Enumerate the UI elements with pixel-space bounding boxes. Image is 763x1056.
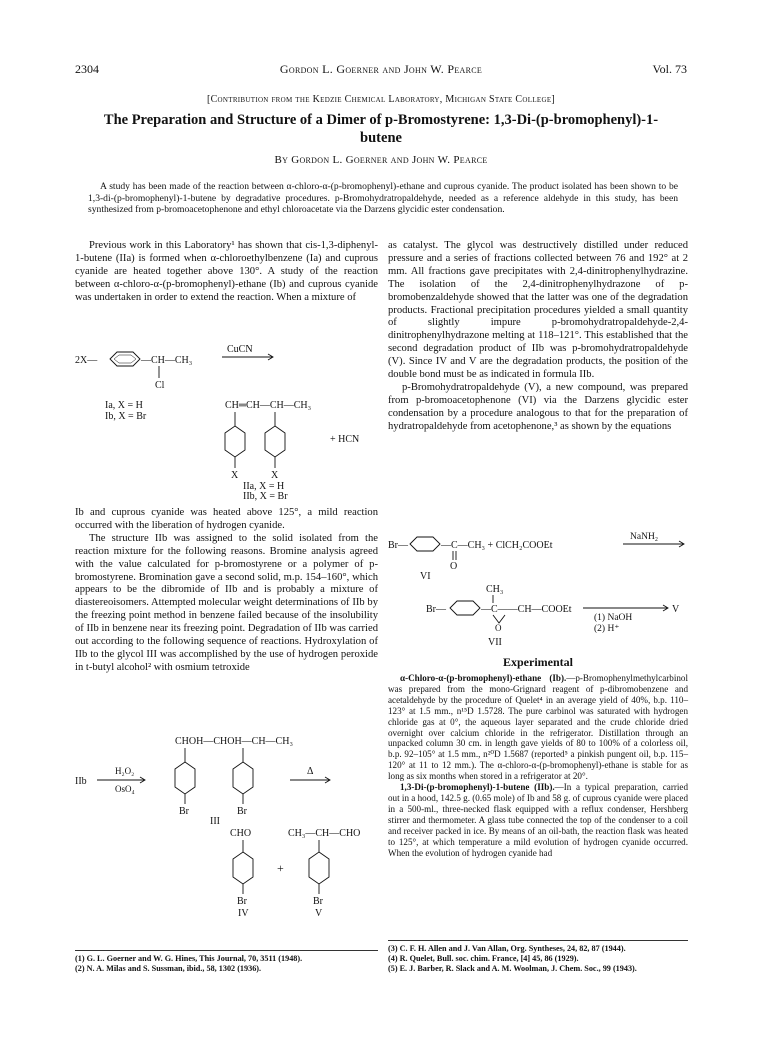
experimental-paragraph-1 xyxy=(388,673,688,782)
benzene-ring-3 xyxy=(265,426,285,457)
br-b: Br— xyxy=(426,604,446,615)
left-intro xyxy=(75,240,378,305)
epoxide-o: O xyxy=(495,623,502,633)
after-scheme-paragraph: Ib and cuprous cyanide was heated above 125°, a mild reaction occurred with the liberation of hydrogen cyanide. xyxy=(75,507,378,531)
footnote-rule-left xyxy=(75,950,378,951)
scheme-2 xyxy=(75,732,378,942)
benzene-ring-4 xyxy=(175,762,195,794)
running-header xyxy=(75,62,687,78)
br-label-2: Br xyxy=(237,806,247,817)
label-iia: IIa, X = H xyxy=(243,481,285,492)
experimental-paragraph-2 xyxy=(388,782,688,858)
br-label-4: Br xyxy=(313,896,323,907)
benzene-ring-1 xyxy=(110,352,140,366)
ketone-formula: —C—CH₃ + ClCH₂COOEt xyxy=(441,540,553,551)
x-sub-2: X xyxy=(271,470,279,481)
vi-label: VI xyxy=(420,571,431,582)
volume-label: Vol. 73 xyxy=(652,62,687,76)
epoxide-bridge xyxy=(493,615,505,623)
running-authors: Gordon L. Goerner and John W. Pearce xyxy=(279,62,483,76)
experimental-body xyxy=(388,673,688,858)
benzene-ring-1-inner xyxy=(114,355,136,363)
abstract: A study has been made of the reaction between α-chloro-α-(p-bromophenyl)-ethane and cuprous cyanide. The product isolated has been shown to be 1,3-di-(p-bromophenyl)-1-butene by degradative procedures. p-Bromohydratropaldehyde, needed as a reference aldehyde in this study, has been synthesized from p-bromoacetophenone and ethyl chloroacetate via the Darzens glycidic ester condensation. xyxy=(88,181,678,216)
byline: By Gordon L. Goerner and John W. Pearce xyxy=(274,154,488,166)
para2-text: —In a typical preparation, carried out in a hood, 142.5 g. (0.65 mole) of Ib and 58 g. of cuprous cyanide were placed in a 500-ml., three-necked flask equipped with a reflux condenser, Hershberg stirrer and thermometer. A glass tube connected the top of the condenser to a coil and receiver packed in ice. By means of an oil-bath, the reaction flask was heated to 125°, at which temperature a mild evolution of hydrogen cyanide occurred. When the evolution of hydrogen cyanide had xyxy=(388,782,689,858)
footnote-5: (5) E. J. Barber, R. Slack and A. M. Woolman, J. Chem. Soc., 99 (1943). xyxy=(388,964,637,973)
para2-title: 1,3-Di-(p-bromophenyl)-1-butene (IIb). xyxy=(400,782,555,793)
label-iib: IIb, X = Br xyxy=(243,491,288,502)
benzene-ring-7 xyxy=(309,852,329,884)
hplus-step: (2) H⁺ xyxy=(594,624,620,634)
scheme-1 xyxy=(75,338,378,502)
left-footnotes xyxy=(75,954,378,974)
label-ib: Ib, X = Br xyxy=(105,411,147,422)
delta-label: Δ xyxy=(307,766,314,777)
br-a: Br— xyxy=(388,540,408,551)
scheme3-v: V xyxy=(672,604,680,615)
nanh2-reagent: NaNH₂ xyxy=(630,532,659,542)
experimental-heading: Experimental xyxy=(503,655,573,669)
contribution-line: [Contribution from the Kedzie Chemical Laboratory, Michigan State College] xyxy=(206,94,556,105)
right-paragraph-2: p-Bromohydratropaldehyde (V), a new compound, was prepared from p-bromoacetophenone (VI) via the Darzens glycidic ester condensation by a procedure analogous to that for the preparation of hydratropaldehyde from acetophenone,³ as shown by the equations xyxy=(388,381,688,432)
footnote-4: (4) R. Quelet, Bull. soc. chim. France, [4] 45, 86 (1929). xyxy=(388,954,579,963)
footnote-2: (2) N. A. Milas and S. Sussman, ibid., 58, 1302 (1936). xyxy=(75,964,262,973)
page-number: 2304 xyxy=(75,62,99,76)
paper-title: The Preparation and Structure of a Dimer of p-Bromostyrene: 1,3-Di-(p-bromophenyl)-1-butene xyxy=(103,112,659,146)
label-ia: Ia, X = H xyxy=(105,400,143,411)
scheme1-cl: Cl xyxy=(155,380,165,391)
ch3-label: CH₃ xyxy=(486,584,504,595)
br-label-1: Br xyxy=(179,806,189,817)
right-footnotes xyxy=(388,944,688,974)
benzene-ring-8 xyxy=(410,537,440,551)
scheme1-2x: 2X— xyxy=(75,355,98,366)
para1-title: α-Chloro-α-(p-bromophenyl)-ethane (Ib). xyxy=(400,673,567,683)
x-sub-1: X xyxy=(231,470,239,481)
plus-sign: + xyxy=(277,861,284,875)
epoxide-formula: —C——CH—COOEt xyxy=(481,604,572,615)
right-paragraph-1: as catalyst. The glycol was destructively distilled under reduced pressure and a series of fractions collected between 76 and 192° at 2 mm. All fractions gave precipitates with 2,4-dinitrophenylhydrazine. The isolation of the 2,4-dinitrophenylhydrazone of p-bromobenzaldehyde showed that the latter was one of the degradation products. Fractional precipitation procedures yielded a small quantity of slightly impure p-bromohydratropaldehyde-2,4-dinitrophenylhydrazone melting at 118–121°. This established that the second degradation product of IIb was p-bromohydratropaldehyde (V). Since IV and V are the degradation products, the position of the double bond must be as indicated in formula IIb. xyxy=(388,240,688,381)
iib-label: IIb xyxy=(75,776,87,787)
scheme1-chain: —CH—CH₃ xyxy=(141,355,193,366)
left-body xyxy=(75,507,378,675)
iii-label: III xyxy=(210,816,220,827)
benzene-ring-2 xyxy=(225,426,245,457)
footnote-3: (3) C. F. H. Allen and J. Van Allan, Org. Syntheses, 24, 82, 87 (1944). xyxy=(388,944,626,953)
ch3-ch-cho-label: CH₃—CH—CHO xyxy=(288,828,361,839)
glycol-chain: CHOH—CHOH—CH—CH₃ xyxy=(175,736,293,747)
h2o2-reagent: H₂O₂ xyxy=(115,766,135,776)
iv-label: IV xyxy=(238,908,249,919)
oso4-reagent: OsO₄ xyxy=(115,784,135,794)
intro-paragraph: Previous work in this Laboratory¹ has shown that cis-1,3-diphenyl-1-butene (IIa) is formed when α-chloroethylbenzene (Ia) and cuprous cyanide are heated together above 130°. A study of the reaction between α-chloro-α-(p-bromophenyl)-ethane (Ib) and cuprous cyanide was undertaken in order to extend the reaction. When a mixture of xyxy=(75,240,378,303)
footnote-rule-right xyxy=(388,940,688,941)
cucn-reagent: CuCN xyxy=(227,344,253,355)
benzene-ring-6 xyxy=(233,852,253,884)
benzene-ring-9 xyxy=(450,601,480,615)
para1-text: —p-Bromophenylmethylcarbinol was prepared from the mono-Grignard reagent of p-dibromobenzene and acetaldehyde by the procedure of Quelet⁴ in an average yield of 40%, b.p. 110–123° at 1.5 mm., n¹⁵D 1.5728. The pure carbinol was saturated with hydrogen chloride gas at 0°, the aqueous layer separated and the crude chloride dried overnight over calcium chloride in the refrigerator. Distillation through an unpacked column 30 cm. in length gave yields of 80 to 100% of a colorless oil, b.p. 92–105° at 1.5 mm., n²⁰D 1.5687 (reported⁵ a pinkish pungent oil, b.p. 115–120° at 11 to 12 mm.). The α-chloro-α-(p-bromophenyl)-ethane is stable for as long as six months when stored in a refrigerator at 20°. xyxy=(388,673,688,782)
naoh-step: (1) NaOH xyxy=(594,613,633,623)
right-body xyxy=(388,240,688,434)
structure-paragraph: The structure IIb was assigned to the solid isolated from the reaction mixture for the following reasons. Bromine analysis agreed with the value calculated for p-bromostyrene or a polymer of p-bromostyrene. Bromination gave a second solid, m.p. 154–160°, which appears to be the dibromide of IIb and is probably a mixture of diastereoisomers. Attempted molecular weight determinations of IIb by the freezing point method in benzene failed because of the insolubility of IIb in benzene near its freezing point. Degradation of IIb was carried out according to the following sequence of reactions. Hydroxylation of IIb to the glycol III was accomplished by the use of hydrogen peroxide in t-butyl alcohol² with osmium tetroxide xyxy=(75,532,378,673)
benzene-ring-5 xyxy=(233,762,253,794)
plus-hcn: + HCN xyxy=(330,434,360,445)
carbonyl-o: O xyxy=(450,561,458,572)
cho-label: CHO xyxy=(230,828,252,839)
scheme-3 xyxy=(388,527,688,647)
v-label: V xyxy=(315,908,323,919)
vii-label: VII xyxy=(488,637,502,648)
product-chain: CH═CH—CH—CH₃ xyxy=(225,400,312,411)
footnote-1: (1) G. L. Goerner and W. G. Hines, This Journal, 70, 3511 (1948). xyxy=(75,954,303,963)
br-label-3: Br xyxy=(237,896,247,907)
